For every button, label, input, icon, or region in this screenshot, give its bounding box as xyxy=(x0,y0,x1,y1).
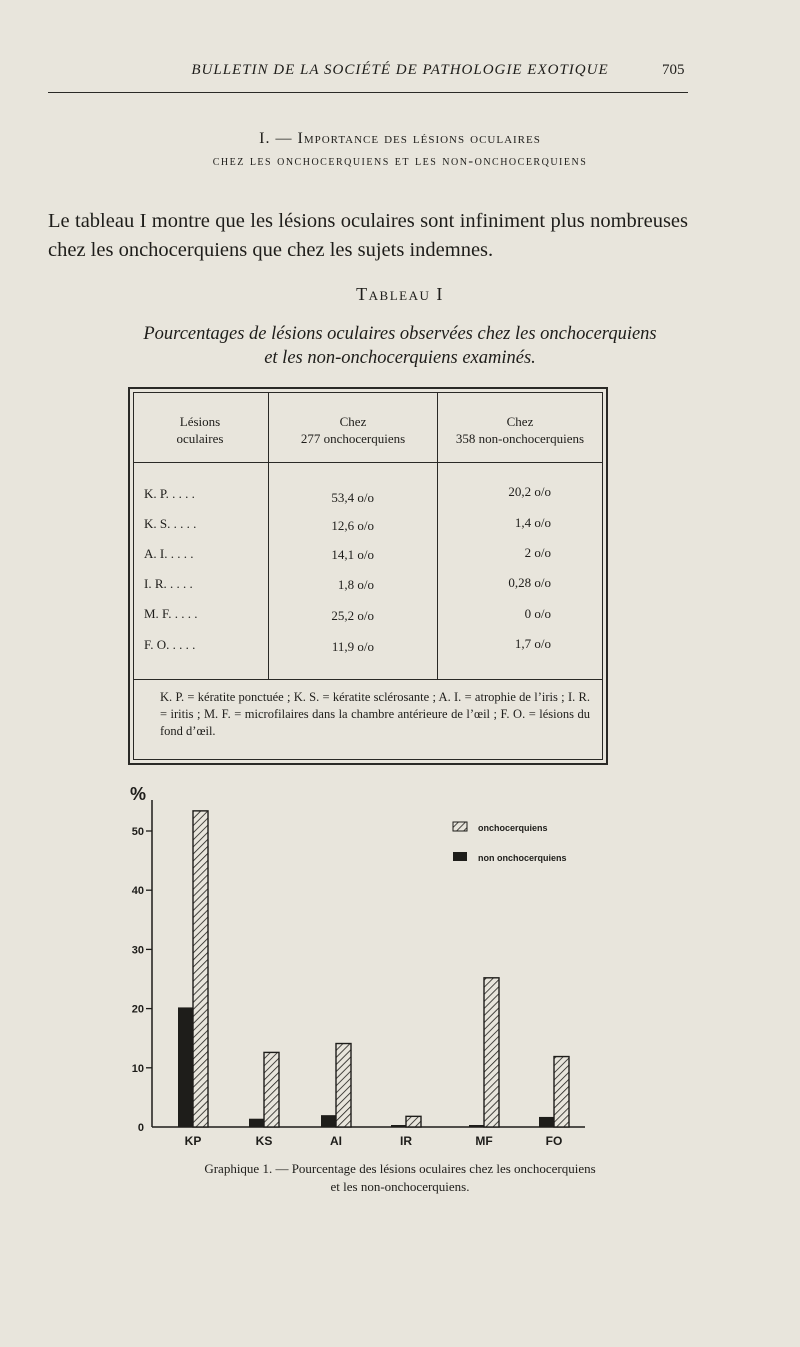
bar-onchocerquiens xyxy=(554,1057,569,1127)
page-number: 705 xyxy=(662,62,685,78)
x-tick-label: KP xyxy=(184,1134,202,1148)
table-cell-oncho: 25,2 o/o xyxy=(331,608,374,623)
table-row-label: A. I. . . . . xyxy=(144,546,194,561)
section-subtitle: chez les onchocerquiens et les non-onchocerquiens xyxy=(212,154,588,169)
table-cell-non-oncho: 20,2 o/o xyxy=(508,484,551,499)
table-abbreviation-legend: K. P. = kératite ponctuée ; K. S. = kératite sclérosante ; A. I. = atrophie de l’iris ; I. R. = iritis ; M. F. = microfilaires dans la chambre antérieure de l’œil ; F. O. = lésions du fond d’œil. xyxy=(160,690,590,738)
bar-onchocerquiens xyxy=(336,1044,351,1127)
header-oncho-line1: Chez xyxy=(339,414,367,429)
table-row-label: M. F. . . . . xyxy=(144,606,198,621)
x-tick-label: FO xyxy=(545,1134,563,1148)
running-header: BULLETIN DE LA SOCIÉTÉ DE PATHOLOGIE EXOTIQUE xyxy=(191,62,609,78)
y-tick-label: 50 xyxy=(131,826,144,838)
y-axis-label: % xyxy=(130,784,147,804)
bar-onchocerquiens xyxy=(406,1116,421,1127)
figure-caption xyxy=(0,1160,800,1196)
header-non-oncho-line2: 358 non-onchocerquiens xyxy=(455,431,585,446)
figure-caption-line2: et les non-onchocerquiens. xyxy=(330,1179,470,1194)
table-cell-oncho: 11,9 o/o xyxy=(331,639,374,654)
header-lesions-line1: Lésions xyxy=(179,414,221,429)
table-cell-oncho: 12,6 o/o xyxy=(331,518,374,533)
legend-label-non-onchocerquiens: non onchocerquiens xyxy=(478,853,567,863)
bar-onchocerquiens xyxy=(193,811,208,1127)
x-tick-label: IR xyxy=(400,1134,412,1148)
header-non-oncho-line1: Chez xyxy=(506,414,534,429)
table-cell-non-oncho: 2 o/o xyxy=(524,545,551,560)
chart-legend xyxy=(453,822,567,863)
table-cell-oncho: 1,8 o/o xyxy=(337,577,374,592)
bar-onchocerquiens xyxy=(264,1052,279,1127)
table-row-label: K. S. . . . . xyxy=(144,516,197,531)
section-number: I. xyxy=(259,130,271,147)
y-tick-label: 0 xyxy=(137,1122,144,1134)
bar-non-onchocerquiens xyxy=(539,1117,554,1127)
x-tick-label: AI xyxy=(330,1134,342,1148)
table-label: Tableau I xyxy=(356,284,444,304)
y-tick-label: 30 xyxy=(131,944,144,957)
table-row-label: K. P. . . . . xyxy=(144,486,195,501)
y-tick-label: 40 xyxy=(131,885,144,898)
bar-non-onchocerquiens xyxy=(178,1007,193,1127)
table-row-label: I. R. . . . . xyxy=(144,576,193,591)
legend-swatch-onchocerquiens xyxy=(453,822,467,831)
table-cell-oncho: 14,1 o/o xyxy=(331,547,374,562)
table-caption-line1: Pourcentages de lésions oculaires observées chez les onchocerquiens xyxy=(143,324,657,344)
legend-label-onchocerquiens: onchocerquiens xyxy=(478,823,548,833)
table-caption-line2: et les non-onchocerquiens examinés. xyxy=(264,348,536,368)
figure-caption-line1: Graphique 1. — Pourcentage des lésions oculaires chez les onchocerquiens xyxy=(204,1161,596,1176)
intro-paragraph: Le tableau I montre que les lésions oculaires sont infiniment plus nombreuses chez les onchocerquiens que chez les sujets indemnes. xyxy=(48,210,688,261)
y-tick-label: 20 xyxy=(131,1003,144,1016)
bar-non-onchocerquiens xyxy=(469,1125,484,1127)
header-lesions-line2: oculaires xyxy=(176,431,224,446)
table-cell-non-oncho: 0 o/o xyxy=(524,606,551,621)
bar-non-onchocerquiens xyxy=(321,1115,336,1127)
legend-swatch-non-onchocerquiens xyxy=(453,852,467,861)
table-cell-oncho: 53,4 o/o xyxy=(331,490,374,505)
table-row-label: F. O. . . . . xyxy=(144,637,196,652)
table-cell-non-oncho: 1,4 o/o xyxy=(514,515,551,530)
bar-non-onchocerquiens xyxy=(249,1119,264,1127)
x-tick-label: KS xyxy=(255,1134,273,1148)
x-tick-label: MF xyxy=(475,1134,493,1148)
bar-onchocerquiens xyxy=(484,978,499,1127)
bar-non-onchocerquiens xyxy=(391,1125,406,1127)
y-tick-label: 10 xyxy=(131,1062,144,1075)
table-cell-non-oncho: 0,28 o/o xyxy=(508,575,551,590)
section-title-text: — Importance des lésions oculaires xyxy=(275,130,541,147)
table-cell-non-oncho: 1,7 o/o xyxy=(514,636,551,651)
header-oncho-line2: 277 onchocerquiens xyxy=(300,431,406,446)
